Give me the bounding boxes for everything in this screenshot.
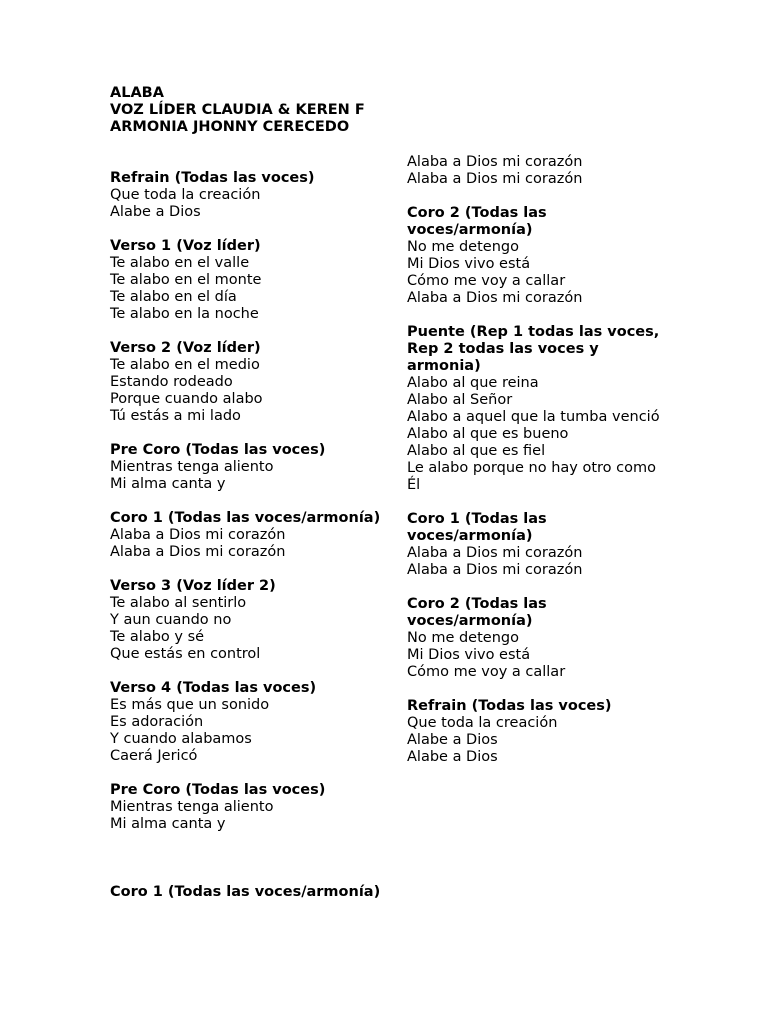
section-heading: Coro 1 (Todas las voces/armonía): [110, 510, 381, 526]
lyric-line: Cómo me voy a callar: [407, 273, 566, 289]
section-heading: Refrain (Todas las voces): [110, 170, 315, 186]
section-heading: Coro 2 (Todas las voces/armonía): [407, 596, 547, 629]
lyric-line: Alaba a Dios mi corazón: [110, 544, 286, 560]
lyric-line: Alaba a Dios mi corazón: [407, 154, 583, 170]
lyric-line: Es más que un sonido: [110, 697, 270, 713]
lyric-line: Te alabo en el valle: [110, 255, 250, 271]
lead-voice-credit: VOZ LÍDER CLAUDIA & KEREN F: [110, 102, 365, 118]
lyric-line: Que toda la creación: [110, 187, 261, 203]
right-column: [407, 154, 672, 766]
lyric-line: Que toda la creación: [407, 715, 558, 731]
lyric-line: Alabe a Dios: [407, 749, 498, 765]
lyric-line: Te alabo en el monte: [110, 272, 262, 288]
left-column: [110, 85, 390, 901]
lyric-section: [407, 596, 672, 681]
lyric-line: Alabe a Dios: [407, 732, 498, 748]
section-heading: Verso 3 (Voz líder 2): [110, 578, 276, 594]
section-heading: Coro 1 (Todas las voces/armonía): [407, 511, 547, 544]
lyric-section: [407, 698, 672, 766]
song-header: [110, 85, 390, 136]
section-heading: Pre Coro (Todas las voces): [110, 782, 326, 798]
lyric-section: [110, 578, 390, 663]
harmony-credit: ARMONIA JHONNY CERECEDO: [110, 119, 350, 135]
lyric-line: Tú estás a mi lado: [110, 408, 241, 424]
lyric-section: [110, 782, 390, 833]
lyric-line: Alabo a aquel que la tumba venció: [407, 409, 660, 425]
lyric-section: [110, 340, 390, 425]
lyric-line: Estando rodeado: [110, 374, 233, 390]
lyric-line: Mi Dios vivo está: [407, 256, 531, 272]
left-sections: [110, 170, 390, 901]
lyric-line: Alaba a Dios mi corazón: [407, 290, 583, 306]
lyric-line: Alabo al que es fiel: [407, 443, 546, 459]
lyric-line: Mi alma canta y: [110, 816, 226, 832]
lyric-section: [407, 511, 672, 579]
lyric-line: Que estás en control: [110, 646, 261, 662]
lyric-line: Te alabo al sentirlo: [110, 595, 247, 611]
lyric-line: Y cuando alabamos: [110, 731, 252, 747]
lyric-line: Alabe a Dios: [110, 204, 201, 220]
lyric-section: [407, 154, 672, 188]
lyric-line: Alabo al que es bueno: [407, 426, 569, 442]
lyric-section: [110, 170, 390, 221]
section-heading: Coro 1 (Todas las voces/armonía): [110, 884, 381, 900]
lyric-section: [110, 510, 390, 561]
lyric-section: [110, 680, 390, 765]
lyric-line: Caerá Jericó: [110, 748, 198, 764]
lyric-line: Alaba a Dios mi corazón: [407, 545, 583, 561]
lyric-line: Alabo al que reina: [407, 375, 539, 391]
lyric-line: Cómo me voy a callar: [407, 664, 566, 680]
lyric-section: [110, 884, 390, 901]
lyric-line: Mientras tenga aliento: [110, 799, 274, 815]
section-heading: Refrain (Todas las voces): [407, 698, 612, 714]
lyric-line: Te alabo en la noche: [110, 306, 259, 322]
lyric-section: [407, 205, 672, 307]
lyric-line: Y aun cuando no: [110, 612, 232, 628]
lyric-line: Es adoración: [110, 714, 204, 730]
lyric-line: No me detengo: [407, 630, 519, 646]
lyric-line: Porque cuando alabo: [110, 391, 263, 407]
section-heading: Verso 4 (Todas las voces): [110, 680, 317, 696]
lyric-line: Te alabo en el medio: [110, 357, 260, 373]
lyric-line: Te alabo y sé: [110, 629, 205, 645]
section-heading: Verso 2 (Voz líder): [110, 340, 261, 356]
lyric-line: No me detengo: [407, 239, 519, 255]
section-heading: Verso 1 (Voz líder): [110, 238, 261, 254]
right-sections: [407, 154, 672, 766]
lyric-line: Alaba a Dios mi corazón: [407, 171, 583, 187]
lyric-line: Alabo al Señor: [407, 392, 513, 408]
lyric-line: Le alabo porque no hay otro como Él: [407, 460, 656, 493]
lyric-line: Mi alma canta y: [110, 476, 226, 492]
section-heading: Puente (Rep 1 todas las voces, Rep 2 todas las voces y armonia): [407, 324, 660, 374]
lyric-line: Alaba a Dios mi corazón: [110, 527, 286, 543]
lyric-section: [110, 238, 390, 323]
lyric-section: [407, 324, 672, 494]
lyric-section: [110, 442, 390, 493]
section-heading: Coro 2 (Todas las voces/armonía): [407, 205, 547, 238]
lyric-line: Te alabo en el día: [110, 289, 237, 305]
lyric-line: Mientras tenga aliento: [110, 459, 274, 475]
lyric-line: Mi Dios vivo está: [407, 647, 531, 663]
lyric-line: Alaba a Dios mi corazón: [407, 562, 583, 578]
song-title: ALABA: [110, 85, 164, 101]
section-heading: Pre Coro (Todas las voces): [110, 442, 326, 458]
